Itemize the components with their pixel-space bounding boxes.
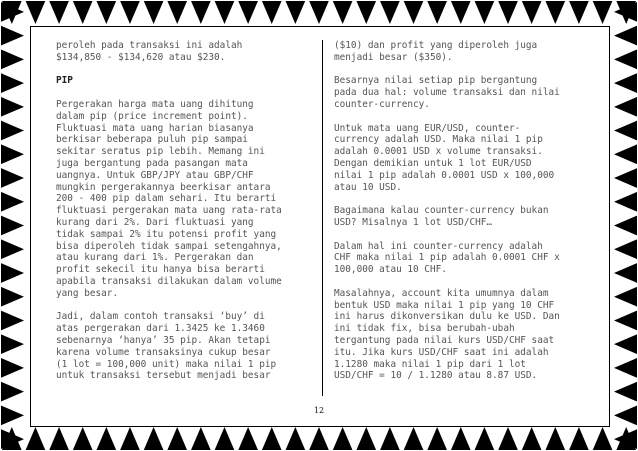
text-line: USD? Misalnya 1 lot USD/CHF… xyxy=(334,216,493,228)
text-line: Jadi, dalam contoh transaksi ‘buy’ di xyxy=(56,311,265,323)
text-line: fluktuasi pergerakan mata uang rata-rata xyxy=(56,205,282,217)
text-line: 100,000 atau 10 CHF. xyxy=(334,264,447,276)
text-line: itu. Jika kurs USD/CHF saat ini adalah xyxy=(334,346,549,358)
text-line: berkisar beberapa puluh pip sampai xyxy=(56,134,248,146)
left-column xyxy=(56,40,318,382)
paragraph xyxy=(56,311,318,382)
text-line: $134,850 - $134,620 atau $230. xyxy=(56,51,226,63)
text-line: adalah 0.0001 USD x volume transaksi. xyxy=(334,146,543,158)
text-line: sebenarnya ‘hanya’ 35 pip. Akan tetapi xyxy=(56,334,271,346)
text-line: profit sekecil itu hanya bisa berarti xyxy=(56,264,265,276)
text-line: Pergerakan harga mata uang dihitung xyxy=(56,98,254,110)
text-line: yang besar. xyxy=(56,287,119,299)
column-divider xyxy=(322,40,323,396)
paragraph xyxy=(334,75,596,110)
text-line: menjadi besar ($350). xyxy=(334,51,453,63)
text-line: counter-currency. xyxy=(334,98,430,110)
text-line: ini tidak fix, bisa berubah-ubah xyxy=(334,323,515,335)
text-line: Fluktuasi mata uang harian biasanya xyxy=(56,122,254,134)
text-line: karena volume transaksinya cukup besar xyxy=(56,346,271,358)
text-line: USD/CHF = 10 / 1.1280 atau 8.87 USD. xyxy=(334,370,538,382)
text-line: nilai 1 pip adalah 0.0001 USD x 100,000 xyxy=(334,169,555,181)
text-line: bisa diperoleh tidak sampai setengahnya, xyxy=(56,240,282,252)
text-line: 1.1280 maka nilai 1 pip dari 1 lot xyxy=(334,358,526,370)
page-number: 12 xyxy=(313,406,325,415)
text-line: CHF maka nilai 1 pip adalah 0.0001 CHF x xyxy=(334,252,560,264)
text-line: pada dua hal: volume transaksi dan nilai xyxy=(334,87,560,99)
text-line: Masalahnya, account kita umumnya dalam xyxy=(334,287,549,299)
text-line: Besarnya nilai setiap pip bergantung xyxy=(334,75,538,87)
text-line: atas pergerakan dari 1.3425 ke 1.3460 xyxy=(56,323,265,335)
text-line: Dengan demikian untuk 1 lot EUR/USD xyxy=(334,157,532,169)
text-line: currency adalah USD. Maka nilai 1 pip xyxy=(334,134,543,146)
paragraph xyxy=(334,241,596,276)
text-line: sekitar seratus pip lebih. Memang ini xyxy=(56,146,265,158)
text-line: mungkin pergerakannya beerkisar antara xyxy=(56,181,271,193)
text-line: juga bergantung pada pasangan mata xyxy=(56,157,248,169)
paragraph xyxy=(334,205,596,229)
text-line: 200 - 400 pip dalam sehari. Itu berarti xyxy=(56,193,277,205)
text-line: tergantung pada nilai kurs USD/CHF saat xyxy=(334,334,555,346)
text-line: Bagaimana kalau counter-currency bukan xyxy=(334,205,549,217)
text-line: ini harus dikonversikan dulu ke USD. Dan xyxy=(334,311,560,323)
text-line: Dalam hal ini counter-currency adalah xyxy=(334,240,543,252)
text-line: untuk transaksi tersebut menjadi besar xyxy=(56,370,271,382)
paragraph xyxy=(334,288,596,382)
paragraph xyxy=(334,40,596,64)
text-line: dalam pip (price increment point). xyxy=(56,110,248,122)
text-line: atau kurang dari 1%. Pergerakan dan xyxy=(56,252,254,264)
intro-paragraph xyxy=(56,40,318,64)
text-line: tidak sampai 2% itu potensi profit yang xyxy=(56,228,277,240)
paragraph xyxy=(56,99,318,300)
text-line: ($10) dan profit yang diperoleh juga xyxy=(334,40,538,51)
text-line: Untuk mata uang EUR/USD, counter- xyxy=(334,122,521,134)
text-line: uangnya. Untuk GBP/JPY atau GBP/CHF xyxy=(56,169,254,181)
text-line: atau 10 USD. xyxy=(334,181,402,193)
text-line: apabila transaksi dilakukan dalam volume xyxy=(56,275,282,287)
text-line: peroleh pada transaksi ini adalah xyxy=(56,40,243,51)
paragraph xyxy=(334,123,596,194)
text-line: bentuk USD maka nilai 1 pip yang 10 CHF xyxy=(334,299,555,311)
right-column xyxy=(334,40,596,382)
text-line: (1 lot = 100,000 unit) maka nilai 1 pip xyxy=(56,358,277,370)
text-line: kurang dari 2%. Dari fluktuasi yang xyxy=(56,216,254,228)
section-heading: PIP xyxy=(56,75,73,87)
